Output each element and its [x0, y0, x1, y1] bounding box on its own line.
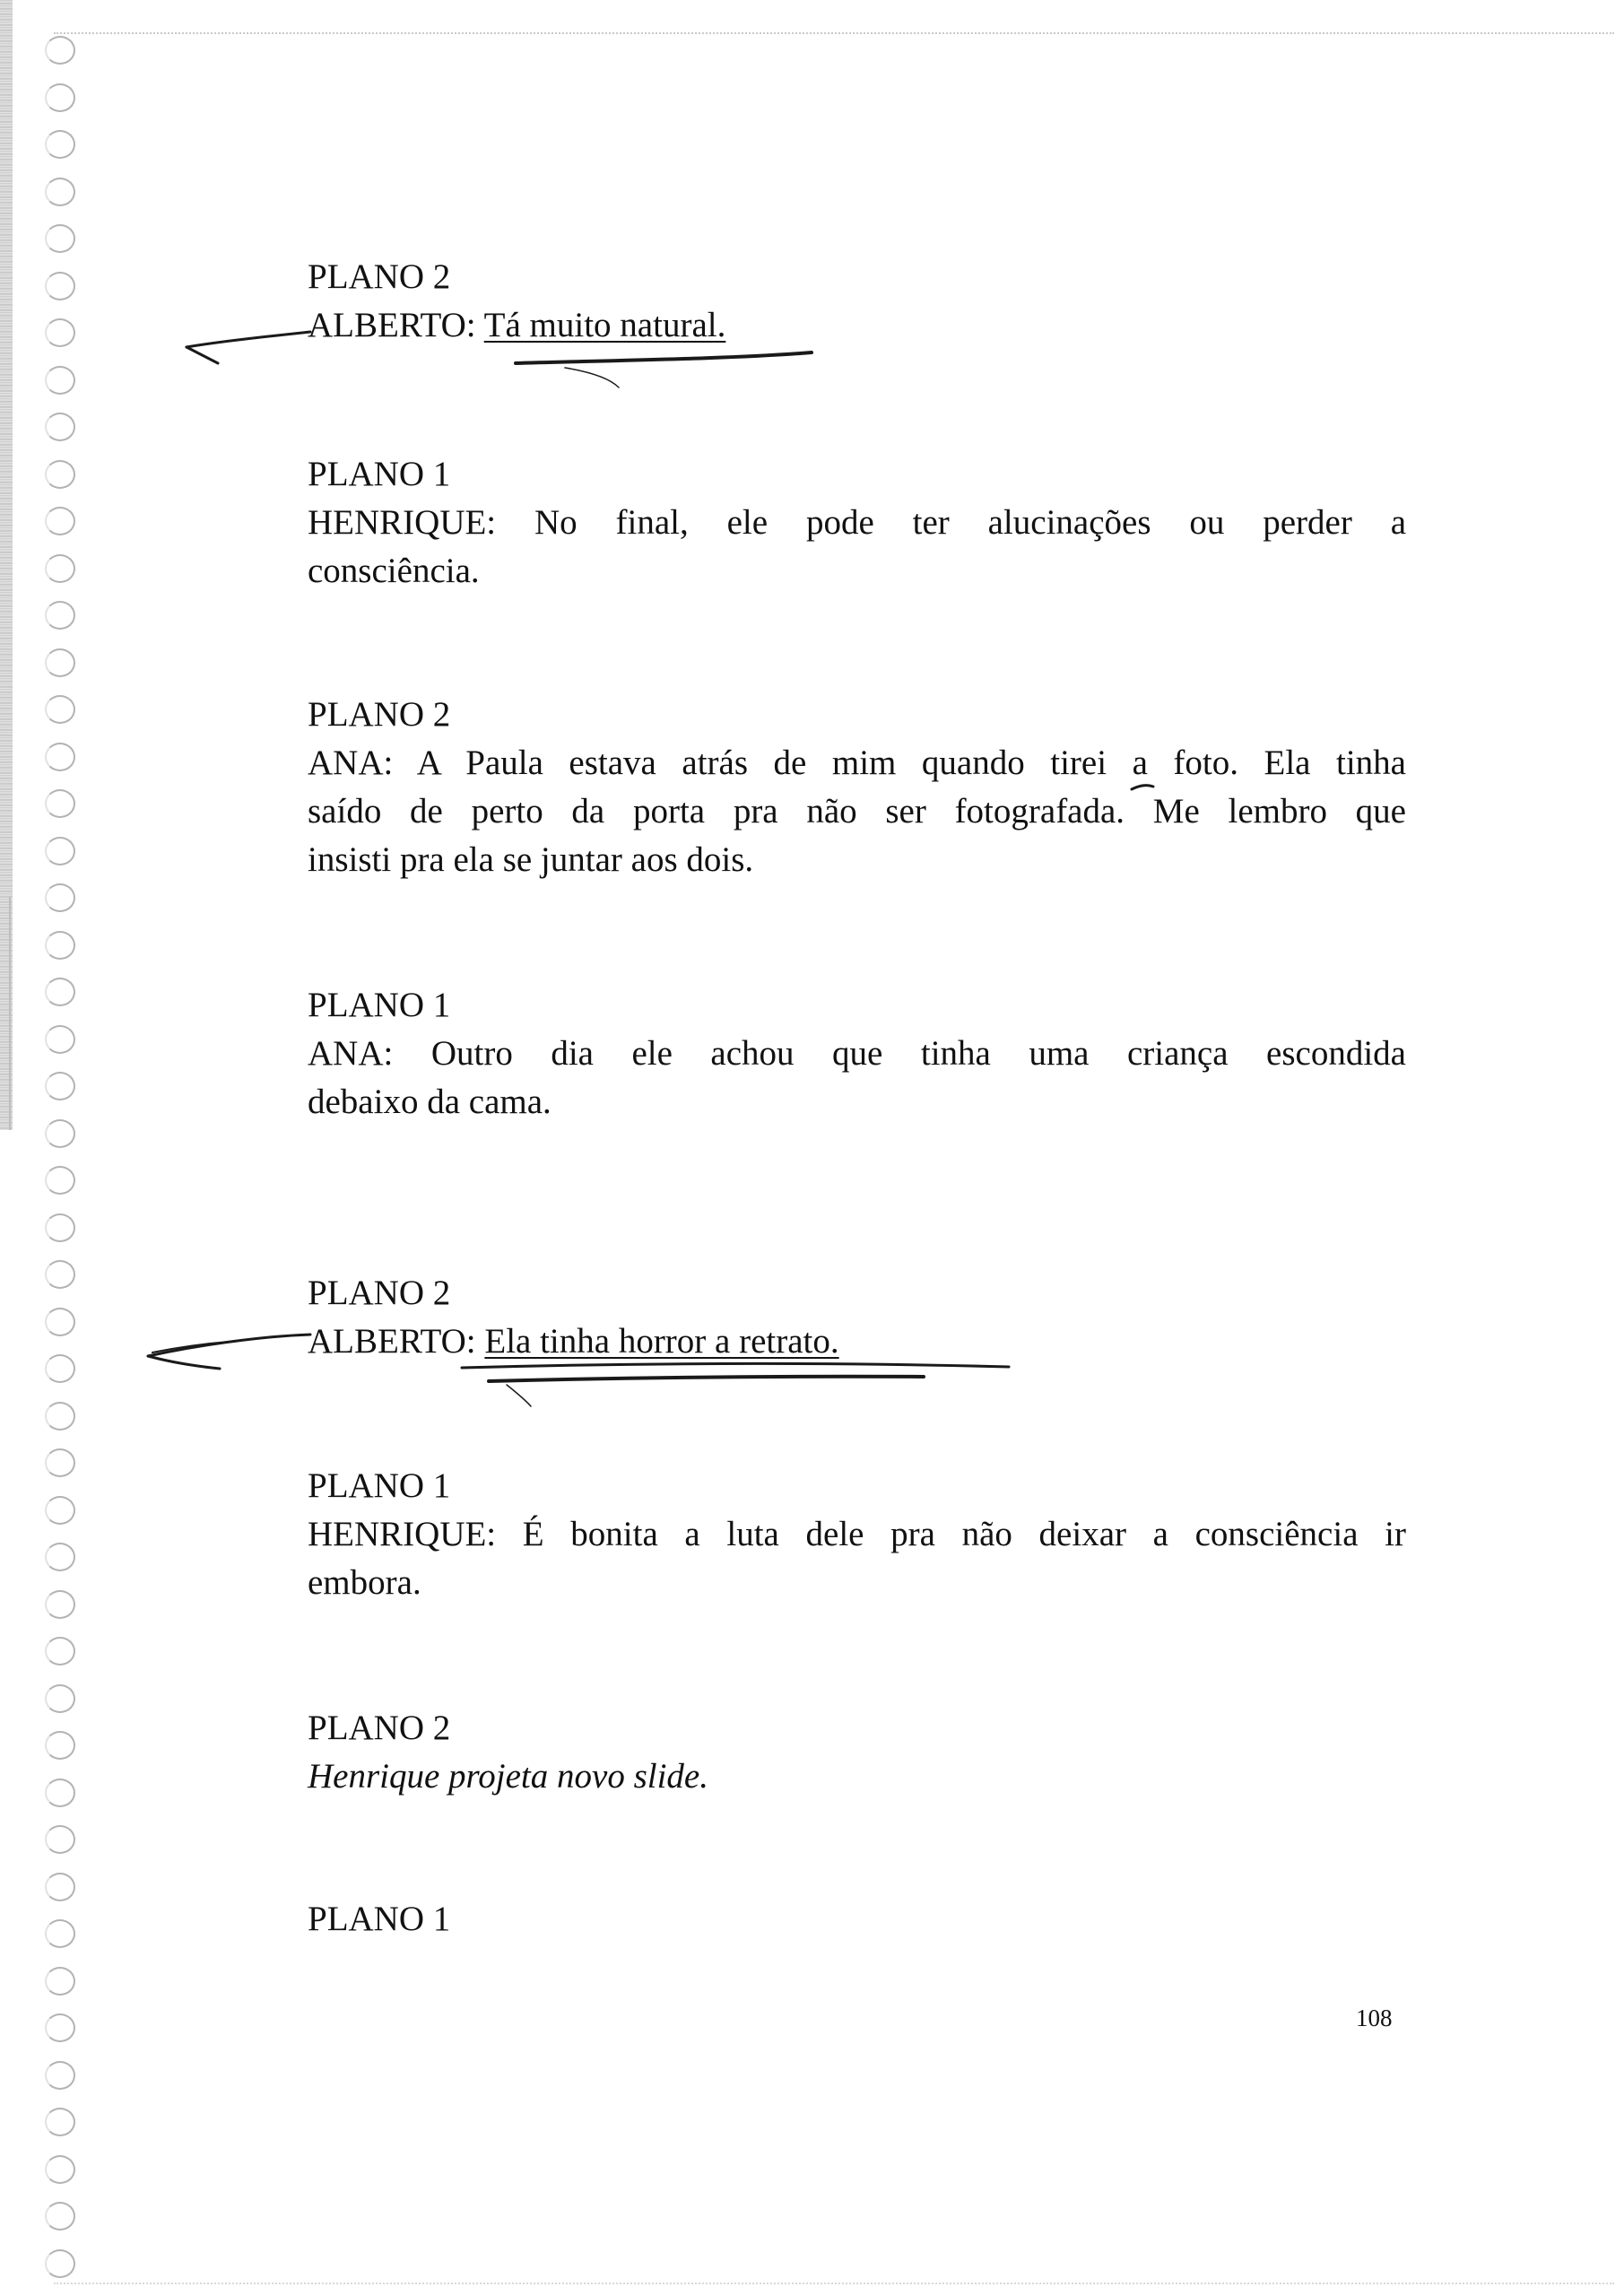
scene-8 [308, 1895, 1406, 1944]
pen-arrow-head [148, 1356, 220, 1369]
dialogue-line [308, 739, 1406, 787]
scene-heading: PLANO 2 [308, 695, 451, 734]
binding-hole [45, 2202, 75, 2231]
binding-hole [45, 1919, 75, 1948]
binding-hole [45, 1731, 75, 1760]
speaker-name: ANA: [308, 744, 394, 782]
dialogue-line [308, 1030, 1406, 1078]
bottom-edge-dots [54, 2283, 1614, 2284]
binding-hole [45, 1354, 75, 1383]
binding-hole [45, 1402, 75, 1431]
speaker-name: ANA: [308, 1034, 394, 1073]
scene-heading: PLANO 2 [308, 257, 451, 296]
binding-hole [45, 224, 75, 253]
scene-3 [308, 691, 1406, 884]
stage-direction: Henrique projeta novo slide. [308, 1757, 708, 1796]
pen-arrow-line [187, 332, 310, 347]
binding-hole [45, 1590, 75, 1619]
binding-hole [45, 1543, 75, 1571]
binding-hole [45, 507, 75, 535]
binding-hole [45, 1072, 75, 1100]
binding-hole [45, 2155, 75, 2184]
binding-hole [45, 1448, 75, 1477]
binding-hole [45, 1025, 75, 1054]
dialogue-text: A Paula estava atrás de mim quando tirei a foto. Ela tinha [416, 744, 1406, 782]
speaker-name: HENRIQUE: [308, 1515, 497, 1553]
dialogue-line: debaixo da cama. [308, 1083, 551, 1121]
speaker-name: HENRIQUE: [308, 503, 497, 542]
binding-hole [45, 883, 75, 912]
dialogue-line [308, 301, 1406, 350]
dialogue-line: saído de perto da porta pra não ser fotografada. Me lembro que [308, 792, 1406, 831]
scene-heading: PLANO 1 [308, 1466, 451, 1505]
binding-hole [45, 1308, 75, 1336]
pen-underline [516, 352, 812, 363]
binding-hole [45, 1684, 75, 1713]
binding-hole [45, 1873, 75, 1901]
binding-hole [45, 2013, 75, 2042]
dialogue-line [308, 499, 1406, 547]
speaker-name: ALBERTO: [308, 1322, 476, 1361]
binding-hole [45, 36, 75, 65]
binding-hole [45, 1637, 75, 1665]
scene-1 [308, 253, 1406, 350]
binding-hole [45, 178, 75, 206]
binding-hole [45, 648, 75, 677]
speaker-name: ALBERTO: [308, 306, 476, 344]
pen-arrow-head [152, 1342, 229, 1352]
top-edge-dots [54, 32, 1614, 34]
scene-6 [308, 1462, 1406, 1607]
binding-hole [45, 1119, 75, 1148]
binding-hole [45, 743, 75, 771]
pen-underline [489, 1377, 924, 1381]
binding-hole [45, 601, 75, 630]
dialogue-text: Outro dia ele achou que tinha uma criança escondida [430, 1034, 1406, 1073]
dialogue-text: Tá muito natural. [483, 306, 726, 344]
binding-hole [45, 978, 75, 1006]
binding-hole [45, 695, 75, 724]
binding-hole [45, 931, 75, 960]
scene-2 [308, 450, 1406, 596]
dialogue-text: Ela tinha horror a retrato. [484, 1322, 839, 1361]
scene-heading: PLANO 1 [308, 455, 451, 493]
scan-edge-line [9, 897, 11, 1130]
scene-heading: PLANO 1 [308, 1900, 451, 1938]
page-number: 108 [1356, 2005, 1393, 2031]
binding-hole [45, 554, 75, 583]
binding-hole [45, 83, 75, 112]
scene-heading: PLANO 2 [308, 1709, 451, 1747]
binding-hole [45, 1825, 75, 1854]
dialogue-line [308, 1318, 1406, 1366]
binding-hole [45, 837, 75, 865]
pen-arrow-line [148, 1335, 310, 1356]
binding-hole [45, 272, 75, 300]
binding-hole [45, 789, 75, 818]
binding-hole [45, 460, 75, 489]
binding-hole [45, 1213, 75, 1242]
pen-arrow-head [187, 347, 218, 363]
binding-hole [45, 318, 75, 347]
dialogue-line: insisti pra ela se juntar aos dois. [308, 840, 754, 879]
scene-5 [308, 1269, 1406, 1366]
dialogue-line [308, 1510, 1406, 1559]
binding-hole [45, 413, 75, 441]
binding-hole [45, 1779, 75, 1807]
dialogue-text: É bonita a luta dele pra não deixar a consciência ir [522, 1515, 1406, 1553]
dialogue-line: embora. [308, 1563, 421, 1602]
binding-hole [45, 366, 75, 395]
binding-hole [45, 2061, 75, 2090]
scene-heading: PLANO 2 [308, 1274, 451, 1312]
pen-underline-tail [507, 1385, 531, 1406]
binding-hole [45, 130, 75, 159]
binding-hole [45, 1166, 75, 1195]
scene-4 [308, 981, 1406, 1126]
dialogue-line: consciência. [308, 552, 480, 590]
scene-7 [308, 1704, 1406, 1801]
dialogue-text: No final, ele pode ter alucinações ou perder a [534, 503, 1407, 542]
pen-underline-tail [565, 368, 619, 387]
scene-heading: PLANO 1 [308, 986, 451, 1024]
binding-hole [45, 1967, 75, 1996]
binding-hole [45, 1260, 75, 1289]
binding-hole [45, 2249, 75, 2278]
binding-hole [45, 2108, 75, 2136]
binding-hole [45, 1496, 75, 1525]
